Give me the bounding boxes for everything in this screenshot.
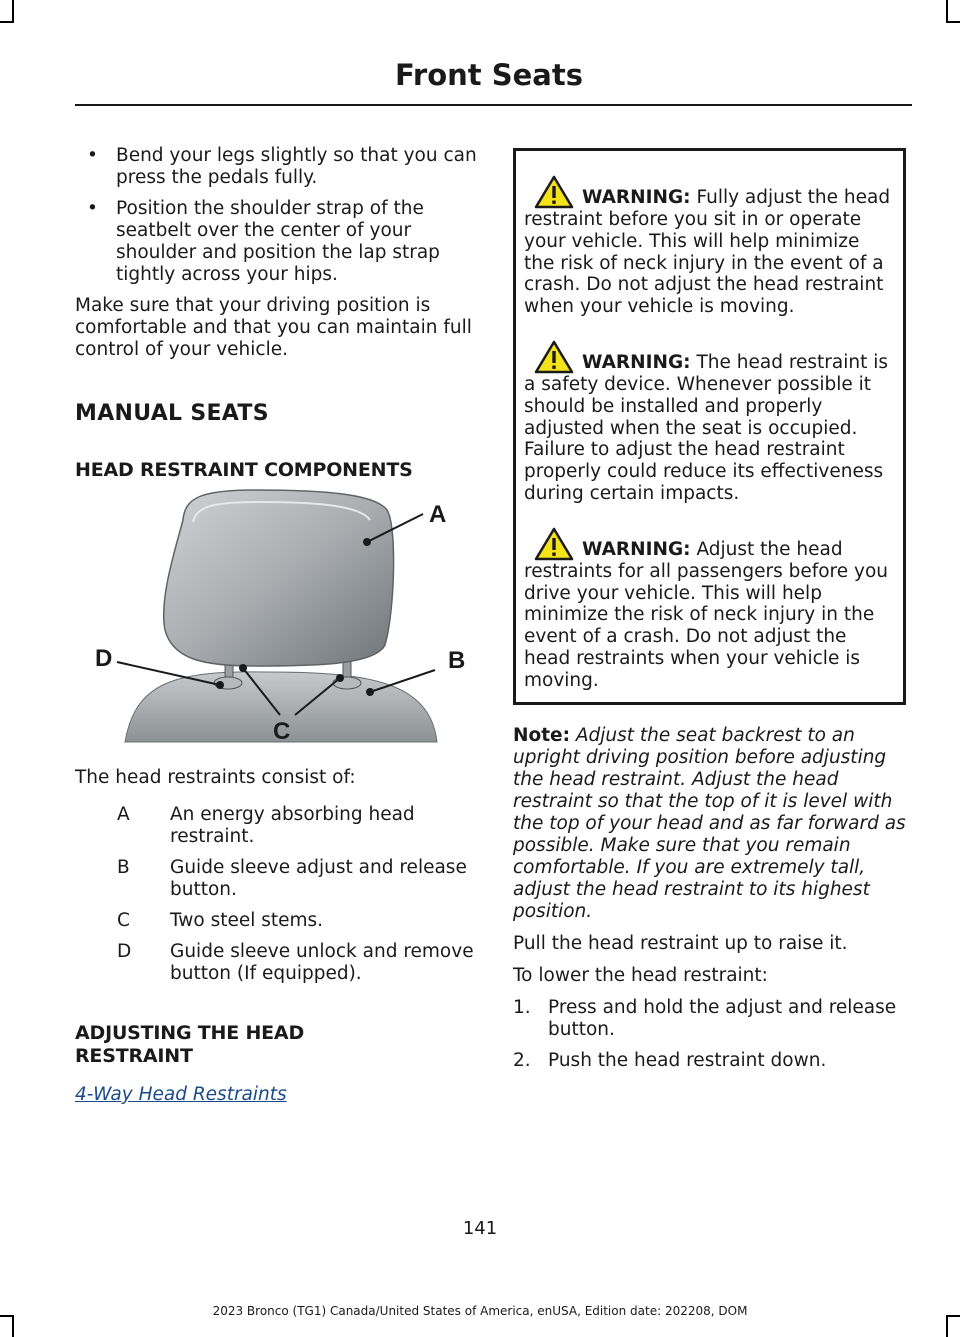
- bullet-item: [75, 198, 477, 286]
- right-column: [513, 148, 906, 1081]
- component-text: Guide sleeve unlock and remove button (If equipped).: [170, 941, 474, 984]
- warning-label: WARNING:: [582, 351, 691, 373]
- bullet-text: Position the shoulder strap of the seatbelt over the center of your shoulder and position the lap strap tightly across your hips.: [116, 198, 440, 285]
- note-paragraph: [513, 725, 906, 923]
- note-label: Note:: [513, 724, 570, 746]
- crop-mark: [12, 1315, 14, 1337]
- component-text: Guide sleeve adjust and release button.: [170, 857, 467, 900]
- figure-label-b: B: [448, 647, 466, 674]
- warning-label: WARNING:: [582, 538, 691, 560]
- heading-head-restraint-components: HEAD RESTRAINT COMPONENTS: [75, 459, 413, 481]
- bullet-mark: •: [87, 145, 98, 166]
- warning-item: [524, 527, 895, 692]
- warning-item: [524, 340, 895, 505]
- step-number: 1.: [513, 996, 531, 1018]
- warning-item: [524, 175, 895, 318]
- component-text: An energy absorbing head restraint.: [170, 804, 415, 847]
- figure-label-d: D: [95, 645, 113, 672]
- components-list: [75, 804, 477, 994]
- figure-label-a: A: [429, 501, 447, 528]
- four-way-head-restraints-link[interactable]: 4-Way Head Restraints: [75, 1084, 287, 1105]
- lower-intro-text: To lower the head restraint:: [513, 964, 768, 986]
- raise-text: Pull the head restraint up to raise it.: [513, 932, 848, 954]
- crop-mark: [12, 0, 14, 22]
- driving-position-paragraph: Make sure that your driving position is comfortable and that you can maintain full control of your vehicle.: [75, 295, 472, 360]
- bullet-mark: •: [87, 198, 98, 219]
- list-item: [513, 1050, 906, 1072]
- warning-text: Adjust the head restraints for all passengers before you drive your vehicle. This will help minimize the risk of neck injury in the event of a crash. Do not adjust the head restraints when your vehicle is moving.: [524, 538, 888, 691]
- warning-text: The head restraint is a safety device. Whenever possible it should be installed and properly adjusted when the seat is occupied. Failure to adjust the head restraint properly could reduce its effectiveness during certain impacts.: [524, 351, 889, 504]
- crop-mark: [0, 21, 14, 23]
- warning-triangle-icon: [534, 340, 574, 374]
- warning-text: Fully adjust the head restraint before you sit in or operate your vehicle. This will help minimize the risk of neck injury in the event of a crash. Do not adjust the head restraint when your vehicle is moving.: [524, 187, 891, 318]
- warning-box: [513, 148, 906, 705]
- list-item: [75, 804, 477, 848]
- list-item: [75, 941, 477, 985]
- component-letter: A: [117, 804, 130, 825]
- step-text: Press and hold the adjust and release button.: [548, 996, 897, 1040]
- warning-triangle-icon: [534, 175, 574, 209]
- component-text: Two steel stems.: [170, 910, 324, 931]
- component-letter: D: [117, 941, 132, 962]
- head-restraint-illustration: [75, 480, 477, 750]
- bullet-text: Bend your legs slightly so that you can press the pedals fully.: [116, 145, 477, 188]
- note-text: Adjust the seat backrest to an upright driving position before adjusting the head restraint. Adjust the head restraint so that the top of it is level with the top of your head and as far forward as possible. Make sure that you remain comfortable. If you are extremely tall, adjust the head restraint to its highest position.: [513, 724, 906, 922]
- heading-manual-seats: MANUAL SEATS: [75, 401, 269, 426]
- list-item: [75, 857, 477, 901]
- component-letter: B: [117, 857, 130, 878]
- page-title: Front Seats: [394, 58, 583, 92]
- crop-mark: [946, 21, 960, 23]
- figure-label-c: C: [273, 718, 291, 745]
- consist-of-text: The head restraints consist of:: [75, 767, 356, 788]
- list-item: [75, 910, 477, 932]
- header-rule: [75, 104, 912, 106]
- warning-triangle-icon: [534, 527, 574, 561]
- page-number: 141: [462, 1218, 498, 1239]
- list-item: [513, 997, 906, 1041]
- crop-mark: [946, 1315, 948, 1337]
- footer-text: 2023 Bronco (TG1) Canada/United States of America, enUSA, Edition date: 202208, DOM: [212, 1304, 748, 1318]
- left-column: [75, 145, 477, 482]
- component-letter: C: [117, 910, 130, 931]
- crop-mark: [946, 0, 948, 22]
- heading-adjusting-head-restraint: ADJUSTING THE HEAD RESTRAINT: [75, 1022, 305, 1067]
- step-number: 2.: [513, 1049, 531, 1071]
- head-restraint-figure: [75, 480, 477, 750]
- warning-label: WARNING:: [582, 187, 691, 208]
- step-text: Push the head restraint down.: [548, 1049, 827, 1071]
- bullet-item: [75, 145, 477, 189]
